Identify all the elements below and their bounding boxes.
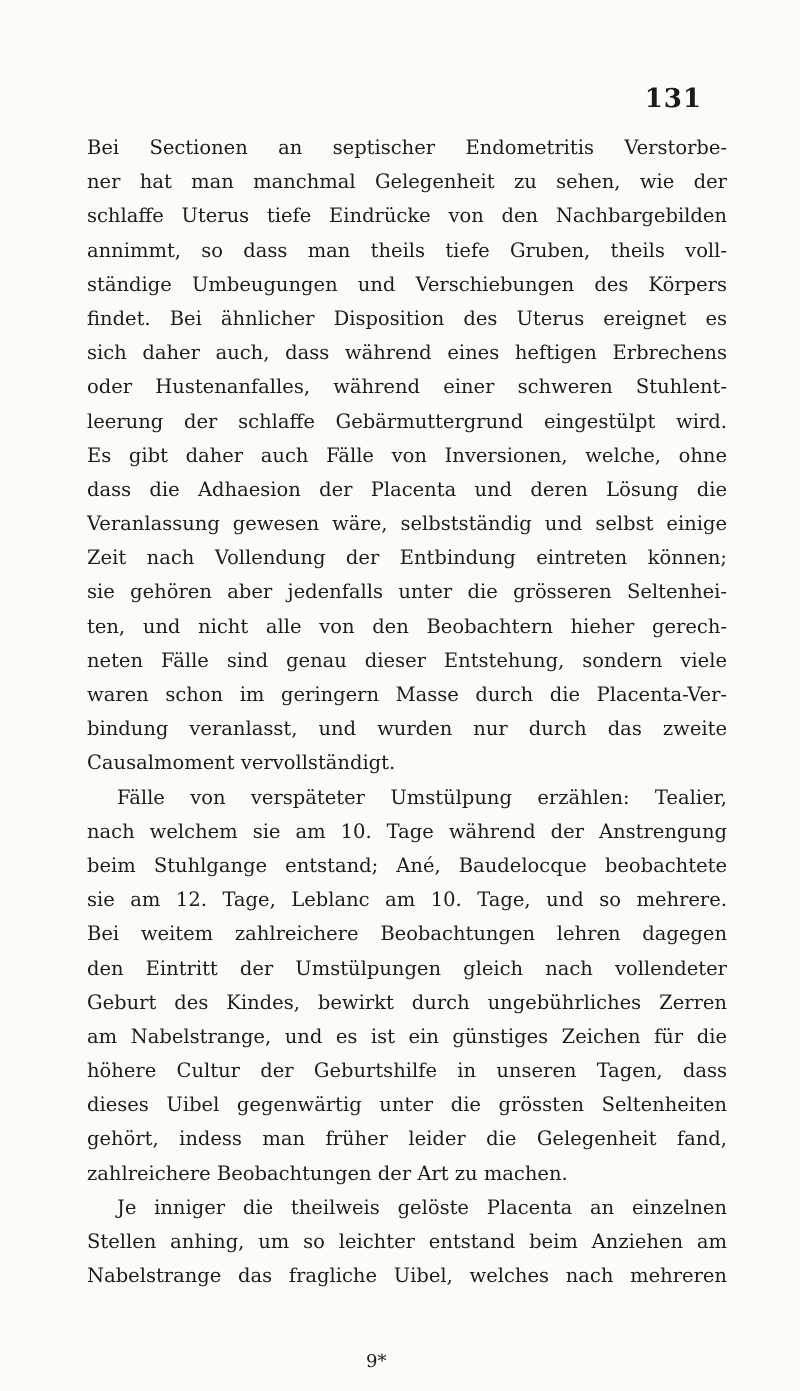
text-line: sie am 12. Tage, Leblanc am 10. Tage, und so mehrere.: [87, 888, 727, 912]
text-line: schlaffe Uterus tiefe Eindrücke von den Nachbargebilden: [87, 204, 727, 228]
text-line: den Eintritt der Umstülpungen gleich nach vollendeter: [87, 956, 727, 980]
text-line: Fälle von verspäteter Umstülpung erzählen: Tealier,: [117, 785, 727, 809]
text-line: Stellen anhing, um so leichter entstand beim Anziehen am: [87, 1230, 727, 1253]
text-line: leerung der schlaffe Gebärmuttergrund eingestülpt wird.: [87, 409, 727, 433]
text-line: am Nabelstrange, und es ist ein günstiges Zeichen für die: [87, 1024, 727, 1048]
text-line: Bei Sectionen an septischer Endometritis Verstorbe-: [87, 136, 727, 159]
text-line: höhere Cultur der Geburtshilfe in unseren Tagen, dass: [87, 1059, 727, 1083]
text-line: annimmt, so dass man theils tiefe Gruben, theils voll-: [87, 238, 727, 262]
text-line: Bei weitem zahlreichere Beobachtungen lehren dagegen: [87, 922, 727, 946]
text-line: sie gehören aber jedenfalls unter die grösseren Seltenhei-: [87, 580, 727, 604]
text-line: Es gibt daher auch Fälle von Inversionen, welche, ohne: [87, 443, 727, 467]
text-line: gehört, indess man früher leider die Gelegenheit fand,: [87, 1127, 727, 1151]
text-line: zahlreichere Beobachtungen der Art zu machen.: [87, 1161, 568, 1185]
text-line: oder Hustenanfalles, während einer schweren Stuhlent-: [87, 375, 727, 399]
text-line: bindung veranlasst, und wurden nur durch das zweite: [87, 717, 727, 741]
page-number: 131: [644, 84, 702, 114]
text-line: ten, und nicht alle von den Beobachtern hieher gerech-: [87, 614, 727, 638]
text-line: dass die Adhaesion der Placenta und deren Lösung die: [87, 477, 727, 501]
text-line: waren schon im geringern Masse durch die Placenta-Ver-: [87, 683, 727, 706]
text-line: sich daher auch, dass während eines heftigen Erbrechens: [87, 341, 727, 365]
text-line: Veranlassung gewesen wäre, selbstständig und selbst einige: [87, 512, 727, 536]
text-line: ständige Umbeugungen und Verschiebungen des Körpers: [87, 272, 727, 296]
text-line: ner hat man manchmal Gelegenheit zu sehen, wie der: [87, 170, 727, 194]
text-line: dieses Uibel gegenwärtig unter die grössten Seltenheiten: [87, 1093, 727, 1117]
text-line: findet. Bei ähnlicher Disposition des Uterus ereignet es: [87, 306, 727, 330]
text-line: Je inniger die theilweis gelöste Placenta an einzelnen: [117, 1195, 727, 1219]
text-line: Causalmoment vervollständigt.: [87, 751, 396, 775]
text-line: neten Fälle sind genau dieser Entstehung, sondern viele: [87, 648, 727, 672]
text-line: beim Stuhlgange entstand; Ané, Baudelocque beobachtete: [87, 853, 727, 877]
signature-mark: 9*: [366, 1351, 387, 1372]
text-line: Geburt des Kindes, bewirkt durch ungebührliches Zerren: [87, 990, 727, 1014]
body-text: [87, 131, 727, 1293]
text-line: nach welchem sie am 10. Tage während der Anstrengung: [87, 819, 727, 843]
text-line: Nabelstrange das fragliche Uibel, welches nach mehreren: [87, 1264, 727, 1288]
text-line: Zeit nach Vollendung der Entbindung eintreten können;: [87, 546, 727, 570]
